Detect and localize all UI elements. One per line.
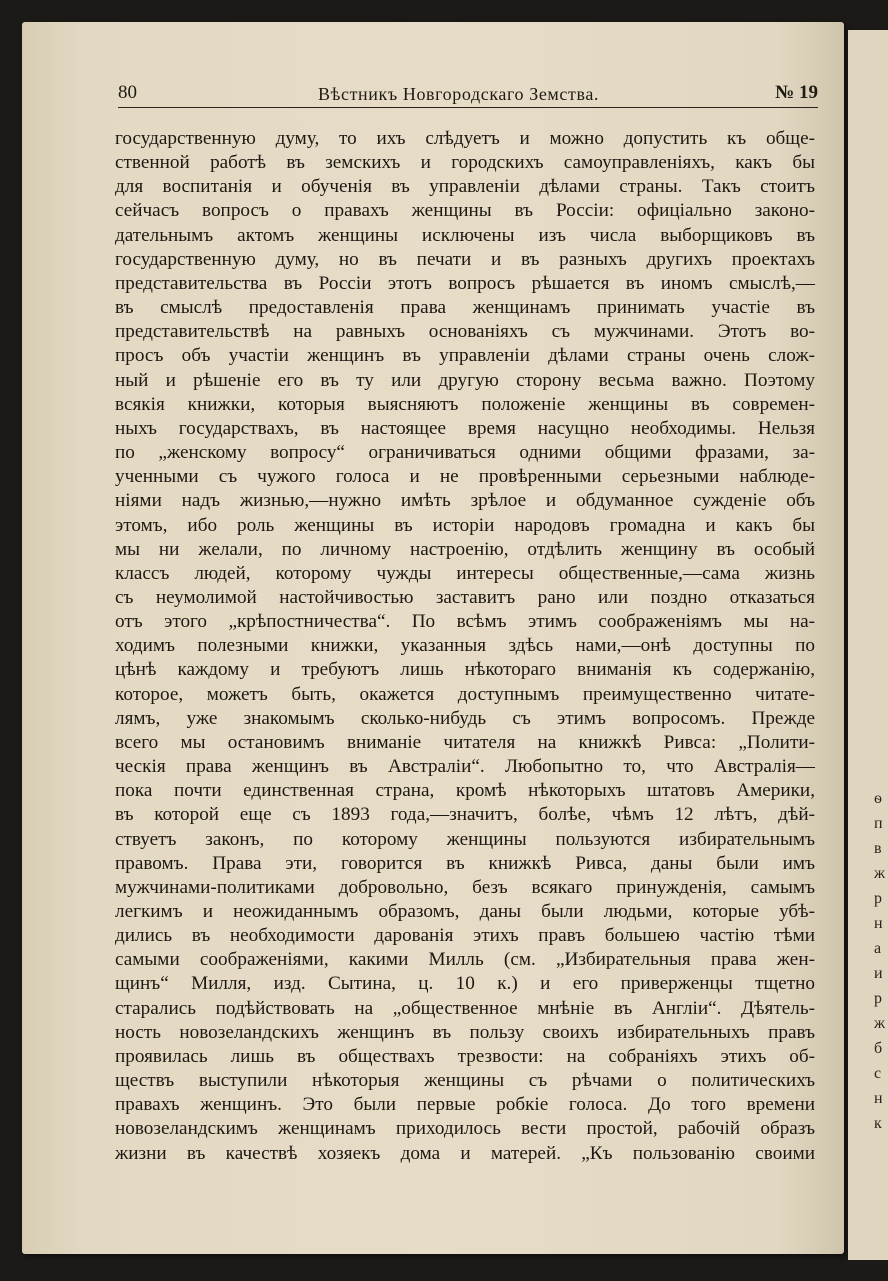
margin-glyph: р xyxy=(874,990,882,1007)
page-number: 80 xyxy=(118,82,137,103)
margin-glyph: н xyxy=(874,915,883,932)
text-line: правахъ женщинъ. Это были первые робкіе голоса. До того времени xyxy=(115,1094,815,1116)
text-line: сейчасъ вопросъ о правахъ женщины въ Россіи: офиціально законо- xyxy=(115,200,815,222)
text-line: цѣнѣ каждому и требуютъ лишь нѣкотораго вниманія къ содержанію, xyxy=(115,659,815,681)
text-line: дились въ необходимости дарованія этихъ правъ большею частію тѣми xyxy=(115,925,815,947)
text-line: проявилась лишь въ обществахъ трезвости: на собраніяхъ этихъ об- xyxy=(115,1045,815,1067)
margin-glyph: а xyxy=(874,940,882,957)
margin-glyph: ѳ xyxy=(874,790,882,807)
text-line: государственную думу, но въ печати и въ разныхъ другихъ проектахъ xyxy=(115,248,815,270)
article-body xyxy=(115,127,815,1166)
text-line: ученными съ чужого голоса и не провѣренными серьезными наблюде- xyxy=(115,466,815,488)
text-line: правомъ. Права эти, говорится въ книжкѣ Ривса, даны были имъ xyxy=(115,852,815,874)
margin-glyph: с xyxy=(874,1065,882,1082)
margin-glyph: в xyxy=(874,840,882,857)
text-line: лямъ, уже знакомымъ сколько-нибудь съ этимъ вопросомъ. Прежде xyxy=(115,707,815,729)
text-line: въ смыслѣ предоставленія права женщинамъ принимать участіе въ xyxy=(115,297,815,319)
running-header xyxy=(118,82,818,108)
margin-glyph: и xyxy=(874,965,883,982)
text-line: ственной работѣ въ земскихъ и городскихъ самоуправленіяхъ, какъ бы xyxy=(115,152,815,174)
text-line: представительствѣ на равныхъ основаніяхъ съ мужчинами. Этотъ во- xyxy=(115,321,815,343)
text-line: ніями надъ жизнью,—нужно имѣть зрѣлое и обдуманное сужденіе объ xyxy=(115,490,815,512)
margin-glyph: р xyxy=(874,890,882,907)
text-line: отъ этого „крѣпостничества“. По всѣмъ этимъ соображеніямъ мы на- xyxy=(115,611,815,633)
text-line: всего мы остановимъ вниманіе читателя на книжкѣ Ривса: „Полити- xyxy=(115,731,815,753)
text-line: ствуетъ законъ, по которому женщины пользуются избирательнымъ xyxy=(115,828,815,850)
text-line: жизни въ качествѣ хозяекъ дома и матерей. „Къ пользованію своими xyxy=(115,1142,815,1164)
text-line: съ неумолимой настойчивостью заставитъ рано или поздно отказаться xyxy=(115,586,815,608)
text-line: щинъ“ Милля, изд. Сытина, ц. 10 к.) и его приверженцы тщетно xyxy=(115,973,815,995)
margin-glyph: н xyxy=(874,1090,883,1107)
text-line: просъ объ участіи женщинъ въ управленіи дѣлами страны очень слож- xyxy=(115,345,815,367)
margin-glyph: п xyxy=(874,815,883,832)
journal-title: Вѣстникъ Новгородскаго Земства. xyxy=(318,84,600,104)
text-line: ность новозеландскихъ женщинъ въ пользу своихъ избирательныхъ правъ xyxy=(115,1021,815,1043)
text-line: дательнымъ актомъ женщины исключены изъ числа выборщиковъ въ xyxy=(115,224,815,246)
text-line: классъ людей, которому чужды интересы общественные,—сама жизнь xyxy=(115,562,815,584)
text-line: пока почти единственная страна, кромѣ нѣкоторыхъ штатовъ Америки, xyxy=(115,780,815,802)
issue-number: № 19 xyxy=(775,82,818,103)
text-line: государственную думу, то ихъ слѣдуетъ и можно допустить къ обще- xyxy=(115,128,815,149)
text-line: ходимъ полезными книжки, указанныя здѣсь нами,—онѣ доступны по xyxy=(115,635,815,657)
text-line: для воспитанія и обученія въ управленіи дѣлами страны. Такъ стоитъ xyxy=(115,176,815,198)
text-line: новозеландскимъ женщинамъ приходилось вести простой, рабочій образъ xyxy=(115,1118,815,1140)
text-line: въ которой еще съ 1893 года,—значитъ, болѣе, чѣмъ 12 лѣтъ, дѣй- xyxy=(115,804,815,826)
text-line: ный и рѣшеніе его въ ту или другую сторону весьма важно. Поэтому xyxy=(115,369,815,391)
text-line: мы ни желали, по личному настроенію, отдѣлить женщину въ особый xyxy=(115,538,815,560)
text-line: старались подѣйствовать на „общественное мнѣніе въ Англіи“. Дѣятель- xyxy=(115,997,815,1019)
text-line: ществъ выступили нѣкоторыя женщины съ рѣчами о политическихъ xyxy=(115,1070,815,1092)
text-line: которое, можетъ быть, окажется доступнымъ преимущественно читате- xyxy=(115,683,815,705)
text-line: этомъ, ибо роль женщины въ исторіи народовъ громадна и какъ бы xyxy=(115,514,815,536)
adjacent-page-edge xyxy=(848,30,888,1260)
text-line: ныхъ государствахъ, въ настоящее время насущно необходимы. Нельзя xyxy=(115,417,815,439)
text-line: всякія книжки, которыя выясняютъ положеніе женщины въ современ- xyxy=(115,393,815,415)
margin-glyph: б xyxy=(874,1040,883,1057)
margin-glyph: к xyxy=(874,1115,882,1132)
text-line: ческія права женщинъ въ Австраліи“. Любопытно то, что Австралія— xyxy=(115,756,815,778)
header-rule xyxy=(118,107,818,108)
text-line: представительства въ Россіи этотъ вопросъ рѣшается въ иномъ смыслѣ,— xyxy=(115,272,815,294)
margin-glyph: ж xyxy=(874,865,886,882)
margin-glyph: ж xyxy=(874,1015,886,1032)
text-line: легкимъ и неожиданнымъ образомъ, даны были людьми, которые убѣ- xyxy=(115,901,815,922)
text-line: по „женскому вопросу“ ограничиваться одними общими фразами, за- xyxy=(115,442,815,464)
text-line: мужчинами-политиками добровольно, безъ всякаго принужденія, самымъ xyxy=(115,876,815,898)
text-line: самыми соображеніями, какими Милль (см. „Избирательныя права жен- xyxy=(115,949,815,971)
